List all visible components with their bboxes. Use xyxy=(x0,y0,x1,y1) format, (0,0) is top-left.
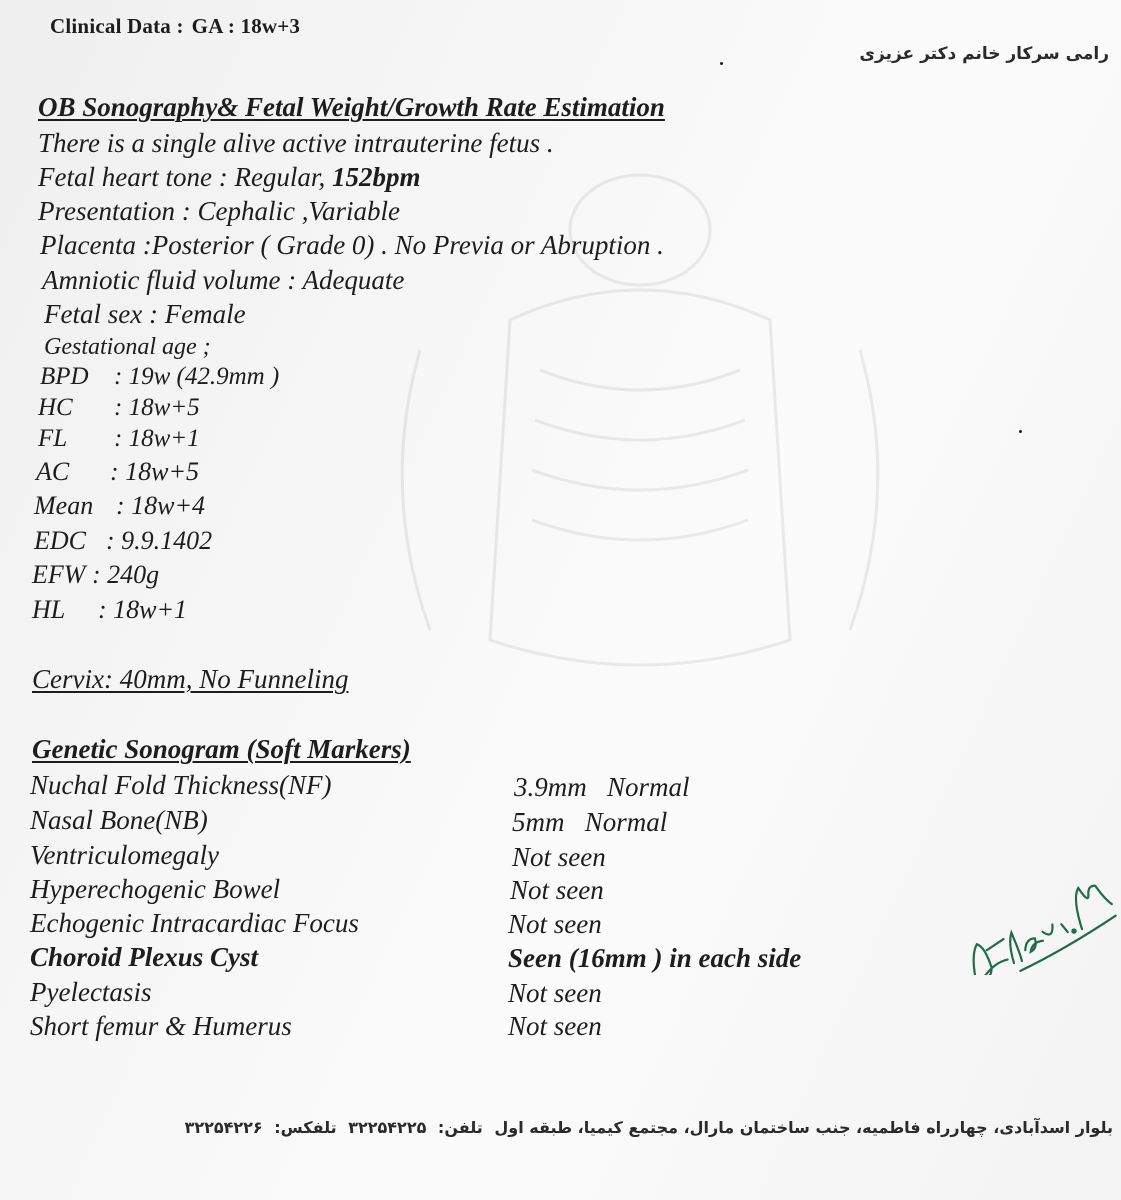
marker-value-nf: 3.9mm Normal xyxy=(514,772,690,802)
marker-value-nb: 5mm Normal xyxy=(512,807,668,837)
marker-value-pyelectasis: Not seen xyxy=(508,978,602,1008)
marker-label-short-femur: Short femur & Humerus xyxy=(30,1011,292,1041)
biometry-row-edc xyxy=(34,528,212,554)
marker-value-ventriculomegaly: Not seen xyxy=(512,842,606,872)
marker-label-ventriculomegaly: Ventriculomegaly xyxy=(30,840,219,870)
report-title: OB Sonography& Fetal Weight/Growth Rate Estimation xyxy=(38,92,665,122)
clinic-address-footer xyxy=(179,1118,1113,1137)
clinical-data-header xyxy=(50,14,300,39)
finding-placenta: Placenta :Posterior ( Grade 0) . No Previa or Abruption . xyxy=(40,230,664,260)
finding-fetal-sex: Fetal sex : Female xyxy=(44,299,246,329)
biometry-value: : 9.9.1402 xyxy=(106,526,213,555)
biometry-value: : 18w+4 xyxy=(116,491,206,520)
marker-label-nf: Nuchal Fold Thickness(NF) xyxy=(30,770,332,800)
biometry-label: EFW xyxy=(32,560,86,589)
biometry-value: : 18w+1 xyxy=(98,595,188,624)
gestational-age-heading: Gestational age ; xyxy=(44,334,211,360)
biometry-label: Mean xyxy=(34,491,94,520)
biometry-row-hl xyxy=(32,597,187,623)
fht-label: Fetal heart tone : Regular, xyxy=(38,162,332,192)
biometry-row-ac xyxy=(36,459,199,485)
footer-fax: ۳۲۲۵۴۲۲۶ xyxy=(184,1118,263,1137)
finding-presentation: Presentation : Cephalic ,Variable xyxy=(38,196,400,226)
marker-label-cpc: Choroid Plexus Cyst xyxy=(30,942,259,972)
biometry-row-efw xyxy=(32,562,159,588)
addressee-line: رامی سرکار خانم دکتر عزیزی xyxy=(859,44,1109,64)
footer-phone-label: تلفن: xyxy=(437,1118,483,1137)
marker-value-bowel: Not seen xyxy=(510,875,604,905)
ink-dot xyxy=(720,62,723,65)
biometry-label: AC xyxy=(36,457,70,486)
marker-label-bowel: Hyperechogenic Bowel xyxy=(30,874,281,904)
biometry-row-bpd xyxy=(40,364,279,389)
footer-phone: ۳۲۲۵۴۲۲۵ xyxy=(348,1118,427,1137)
footer-address: بلوار اسدآبادی، چهارراه فاطمیه، جنب ساختمان مارال، مجتمع کیمیا، طبقه اول xyxy=(494,1118,1113,1137)
marker-value-short-femur: Not seen xyxy=(508,1011,602,1041)
biometry-value: : 18w+5 xyxy=(110,457,200,486)
genetic-sonogram-title: Genetic Sonogram (Soft Markers) xyxy=(32,734,411,764)
biometry-label: HC xyxy=(38,394,73,421)
biometry-row-fl xyxy=(38,426,200,451)
finding-fetus: There is a single alive active intrauterine fetus . xyxy=(38,128,554,158)
footer-fax-label: تلفکس: xyxy=(274,1118,337,1137)
biometry-row-mean xyxy=(34,493,205,519)
handwritten-signature xyxy=(940,865,1121,975)
fht-value: 152bpm xyxy=(331,162,421,192)
gestational-age-header: GA : 18w+3 xyxy=(191,14,301,38)
biometry-value: : 19w (42.9mm ) xyxy=(114,363,280,390)
marker-label-pyelectasis: Pyelectasis xyxy=(30,977,152,1007)
marker-label-nb: Nasal Bone(NB) xyxy=(30,805,208,835)
marker-value-eif: Not seen xyxy=(508,909,602,939)
biometry-value: : 18w+1 xyxy=(114,425,200,452)
finding-amniotic-fluid: Amniotic fluid volume : Adequate xyxy=(42,265,405,295)
marker-value-cpc: Seen (16mm ) in each side xyxy=(508,943,802,973)
biometry-row-hc xyxy=(38,395,200,420)
marker-label-eif: Echogenic Intracardiac Focus xyxy=(30,908,359,938)
biometry-value: : 240g xyxy=(92,560,160,589)
biometry-value: : 18w+5 xyxy=(114,394,200,421)
biometry-label: BPD xyxy=(40,363,89,390)
biometry-label: HL xyxy=(32,595,66,624)
finding-fetal-heart-tone xyxy=(38,164,420,191)
ink-dot xyxy=(1019,430,1022,433)
cervix-finding: Cervix: 40mm, No Funneling xyxy=(32,664,349,694)
biometry-label: FL xyxy=(38,425,68,452)
clinical-data-label: Clinical Data : xyxy=(50,14,184,38)
biometry-label: EDC xyxy=(34,526,86,555)
